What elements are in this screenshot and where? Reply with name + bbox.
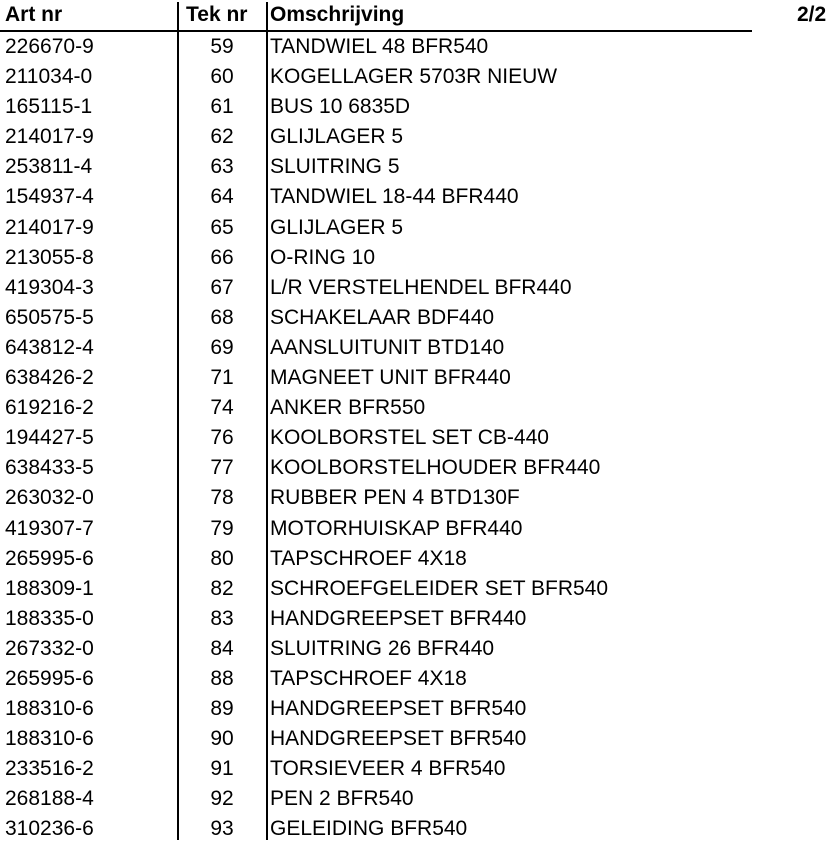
table-row (0, 122, 831, 152)
column-header-tek-nr: Tek nr (186, 3, 248, 26)
omschrijving-cell: AANSLUITUNIT BTD140 (270, 335, 505, 359)
art-nr-cell: 419307-7 (5, 516, 94, 540)
table-row (0, 544, 831, 574)
table-row (0, 213, 831, 243)
tek-nr-cell: 62 (210, 125, 234, 149)
omschrijving-cell: SLUITRING 26 BFR440 (270, 636, 495, 660)
table-row (0, 453, 831, 483)
art-nr-cell: 643812-4 (5, 335, 94, 359)
table-row (0, 604, 831, 634)
table-row (0, 514, 831, 544)
tek-nr-cell: 77 (210, 456, 234, 480)
omschrijving-cell: HANDGREEPSET BFR440 (270, 606, 527, 630)
art-nr-cell: 638433-5 (5, 456, 94, 480)
tek-nr-cell: 63 (210, 155, 234, 179)
tek-nr-cell: 76 (210, 426, 234, 450)
tek-nr-cell: 74 (210, 396, 234, 420)
art-nr-cell: 214017-9 (5, 215, 94, 239)
table-row (0, 32, 831, 62)
tek-nr-cell: 92 (210, 787, 234, 811)
omschrijving-cell: O-RING 10 (270, 245, 376, 269)
omschrijving-cell: RUBBER PEN 4 BTD130F (270, 486, 520, 510)
art-nr-cell: 213055-8 (5, 245, 94, 269)
art-nr-cell: 419304-3 (5, 275, 94, 299)
omschrijving-cell: GLIJLAGER 5 (270, 125, 404, 149)
table-row (0, 634, 831, 664)
art-nr-cell: 188309-1 (5, 576, 94, 600)
tek-nr-cell: 80 (210, 546, 234, 570)
omschrijving-cell: KOOLBORSTEL SET CB-440 (270, 426, 549, 450)
art-nr-cell: 265995-6 (5, 666, 94, 690)
tek-nr-cell: 64 (210, 185, 234, 209)
omschrijving-cell: BUS 10 6835D (270, 95, 411, 119)
omschrijving-cell: L/R VERSTELHENDEL BFR440 (270, 275, 572, 299)
tek-nr-cell: 61 (210, 95, 234, 119)
table-row (0, 243, 831, 273)
tek-nr-cell: 71 (210, 366, 234, 390)
tek-nr-cell: 79 (210, 516, 234, 540)
omschrijving-cell: SCHROEFGELEIDER SET BFR540 (270, 576, 609, 600)
art-nr-cell: 226670-9 (5, 35, 94, 58)
art-nr-cell: 310236-6 (5, 817, 94, 841)
art-nr-cell: 265995-6 (5, 546, 94, 570)
table-row (0, 694, 831, 724)
art-nr-cell: 188310-6 (5, 727, 94, 751)
tek-nr-cell: 91 (210, 757, 234, 781)
tek-nr-cell: 90 (210, 727, 234, 751)
art-nr-cell: 263032-0 (5, 486, 94, 510)
omschrijving-cell: KOGELLAGER 5703R NIEUW (270, 65, 558, 89)
table-row (0, 574, 831, 604)
tek-nr-cell: 88 (210, 666, 234, 690)
omschrijving-cell: MOTORHUISKAP BFR440 (270, 516, 523, 540)
table-header (0, 0, 831, 30)
art-nr-cell: 638426-2 (5, 366, 94, 390)
art-nr-cell: 214017-9 (5, 125, 94, 149)
table-row (0, 664, 831, 694)
art-nr-cell: 211034-0 (5, 65, 93, 89)
table-row (0, 393, 831, 423)
omschrijving-cell: KOOLBORSTELHOUDER BFR440 (270, 456, 601, 480)
table-body (0, 32, 831, 845)
column-header-art-nr: Art nr (5, 3, 63, 26)
art-nr-cell: 619216-2 (5, 396, 94, 420)
tek-nr-cell: 68 (210, 305, 234, 329)
omschrijving-cell: MAGNEET UNIT BFR440 (270, 366, 511, 390)
omschrijving-cell: TANDWIEL 18-44 BFR440 (270, 185, 519, 209)
table-row (0, 182, 831, 212)
omschrijving-cell: HANDGREEPSET BFR540 (270, 727, 527, 751)
omschrijving-cell: ANKER BFR550 (270, 396, 426, 420)
table-row (0, 423, 831, 453)
omschrijving-cell: TAPSCHROEF 4X18 (270, 546, 467, 570)
art-nr-cell: 650575-5 (5, 305, 94, 329)
omschrijving-cell: SCHAKELAAR BDF440 (270, 305, 495, 329)
table-row (0, 363, 831, 393)
tek-nr-cell: 89 (210, 697, 234, 721)
omschrijving-cell: TORSIEVEER 4 BFR540 (270, 757, 506, 781)
omschrijving-cell: GLIJLAGER 5 (270, 215, 404, 239)
table-row (0, 273, 831, 303)
tek-nr-cell: 82 (210, 576, 234, 600)
table-row (0, 92, 831, 122)
tek-nr-cell: 84 (210, 636, 234, 660)
tek-nr-cell: 59 (210, 35, 234, 58)
table-row (0, 303, 831, 333)
table-row (0, 814, 831, 844)
art-nr-cell: 233516-2 (5, 757, 94, 781)
tek-nr-cell: 66 (210, 245, 234, 269)
omschrijving-cell: SLUITRING 5 (270, 155, 400, 179)
omschrijving-cell: TAPSCHROEF 4X18 (270, 666, 467, 690)
tek-nr-cell: 65 (210, 215, 234, 239)
art-nr-cell: 268188-4 (5, 787, 94, 811)
tek-nr-cell: 67 (210, 275, 234, 299)
omschrijving-cell: HANDGREEPSET BFR540 (270, 697, 527, 721)
table-row (0, 152, 831, 182)
tek-nr-cell: 69 (210, 335, 234, 359)
table-row (0, 724, 831, 754)
art-nr-cell: 267332-0 (5, 636, 94, 660)
column-header-omschrijving: Omschrijving (270, 3, 405, 26)
tek-nr-cell: 78 (210, 486, 234, 510)
art-nr-cell: 188310-6 (5, 697, 94, 721)
omschrijving-cell: GELEIDING BFR540 (270, 817, 468, 841)
art-nr-cell: 188335-0 (5, 606, 94, 630)
table-row (0, 784, 831, 814)
art-nr-cell: 154937-4 (5, 185, 94, 209)
table-row (0, 483, 831, 513)
tek-nr-cell: 93 (210, 817, 234, 841)
art-nr-cell: 194427-5 (5, 426, 94, 450)
tek-nr-cell: 83 (210, 606, 234, 630)
page-indicator: 2/2 (797, 3, 827, 26)
art-nr-cell: 165115-1 (5, 95, 93, 119)
art-nr-cell: 253811-4 (5, 155, 93, 179)
table-row (0, 333, 831, 363)
tek-nr-cell: 60 (210, 65, 234, 89)
omschrijving-cell: PEN 2 BFR540 (270, 787, 414, 811)
omschrijving-cell: TANDWIEL 48 BFR540 (270, 35, 489, 58)
table-row (0, 754, 831, 784)
table-row (0, 62, 831, 92)
